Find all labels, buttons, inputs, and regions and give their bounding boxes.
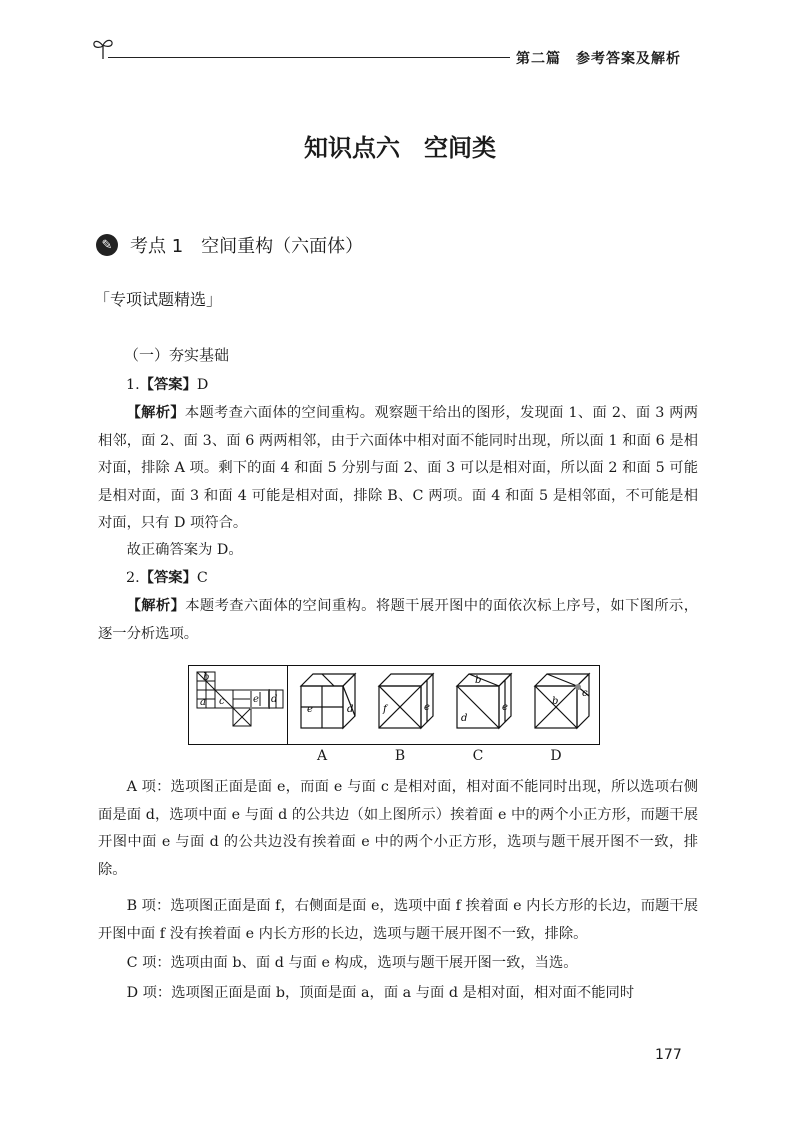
header-section-title: 第二篇 参考答案及解析 — [516, 51, 681, 67]
q1-answer-line — [98, 372, 726, 400]
q1-analysis-tag: 【解析】 — [126, 405, 185, 421]
option-c-face-side: e — [502, 702, 508, 713]
q2-a-item: A 项：选项图正面是面 e，而面 e 与面 c 是相对面，相对面不能同时出现，所以选项右侧面是面 d，选项中面 e 与面 d 的公共边（如上图所示）挨着面 e 中的两个小正方形，而题干展开图中面 e 与面 d 的公共边没有挨着面 e 中的两个小正方形，选项与题干展开图不一致，排除。 — [98, 779, 698, 878]
zhuanxiang-heading: 「专项试题精选」 — [94, 290, 223, 309]
cube-figure — [188, 665, 600, 745]
option-a-face-front: e — [307, 704, 313, 715]
subsection-heading: （一）夯实基础 — [124, 346, 230, 364]
q2-b-item: B 项：选项图正面是面 f，右侧面是面 e，选项中面 f 挨着面 e 内长方形的长边，而题干展开图中面 f 没有挨着面 e 内长方形的长边，选项与题干展开图不一致，排除。 — [98, 898, 698, 942]
q2-answer: C — [196, 570, 208, 586]
net-label-d: d — [271, 694, 278, 705]
net-label-c: c — [219, 696, 225, 707]
q1-conclusion: 故正确答案为 D。 — [126, 542, 243, 558]
page-title: 知识点六 空间类 — [304, 134, 496, 162]
option-label-d: D — [550, 748, 562, 764]
q2-answer-prefix: 2. — [126, 570, 140, 586]
option-d-marker — [575, 684, 581, 690]
q2-answer-tag: 【答案】 — [139, 570, 197, 586]
option-d-face-front: b — [552, 696, 559, 707]
q1-answer: D — [196, 377, 209, 393]
net-label-b: b — [203, 672, 210, 683]
option-label-b: B — [394, 748, 406, 764]
cube-option-d — [535, 674, 589, 728]
option-a-face-side: d — [347, 704, 354, 715]
q1-analysis-text: 本题考查六面体的空间重构。观察题干给出的图形，发现面 1、面 2、面 3 两两相邻，面 2、面 3、面 6 两两相邻，由于六面体中相对面不能同时出现，所以面 1 和面 6 是相对面，排除 A 项。剩下的面 4 和面 5 分别与面 2、面 3 可以是相对面，所以面 2 和面 5 可能是相对面，面 3 和面 4 可能是相对面，排除 B、C 两项。面 4 和面 5 是相邻面，不可能是相对面，只有 D 项符合。 — [98, 405, 699, 531]
net-label-e: e — [253, 694, 259, 705]
option-label-a: A — [316, 748, 328, 764]
option-b-face-side: e — [424, 702, 430, 713]
option-c-face-top: b — [475, 675, 482, 686]
q2-d-item: D 项：选项图正面是面 b，顶面是面 a，面 a 与面 d 是相对面，相对面不能同时 — [126, 985, 635, 1001]
pencil-badge-icon: ✎ — [96, 234, 118, 256]
cube-option-a — [301, 674, 355, 728]
option-d-face-side: c — [582, 688, 588, 699]
q2-analysis — [98, 593, 698, 648]
net-label-a: a — [200, 697, 206, 708]
kaodian-label: 考点 1 空间重构（六面体） — [130, 236, 364, 257]
q2-answer-line — [98, 565, 726, 593]
option-c-face-front: d — [461, 713, 468, 724]
page-number: 177 — [655, 1047, 682, 1063]
q2-c-item: C 项：选项由面 b、面 d 与面 e 构成，选项与题干展开图一致，当选。 — [126, 955, 578, 971]
header-rule — [108, 57, 510, 58]
q1-analysis — [98, 400, 698, 538]
option-label-c: C — [472, 748, 484, 764]
q1-answer-prefix: 1. — [126, 377, 140, 393]
q2-analysis-tag: 【解析】 — [126, 598, 186, 614]
q2-analysis-text: 本题考查六面体的空间重构。将题干展开图中的面依次标上序号，如下图所示，逐一分析选项。 — [98, 598, 699, 642]
kaodian-heading — [96, 232, 363, 258]
option-b-face-front: f — [383, 704, 387, 715]
cube-option-b — [379, 674, 433, 728]
q1-answer-tag: 【答案】 — [139, 377, 197, 393]
cube-figure-drawing — [189, 666, 599, 744]
